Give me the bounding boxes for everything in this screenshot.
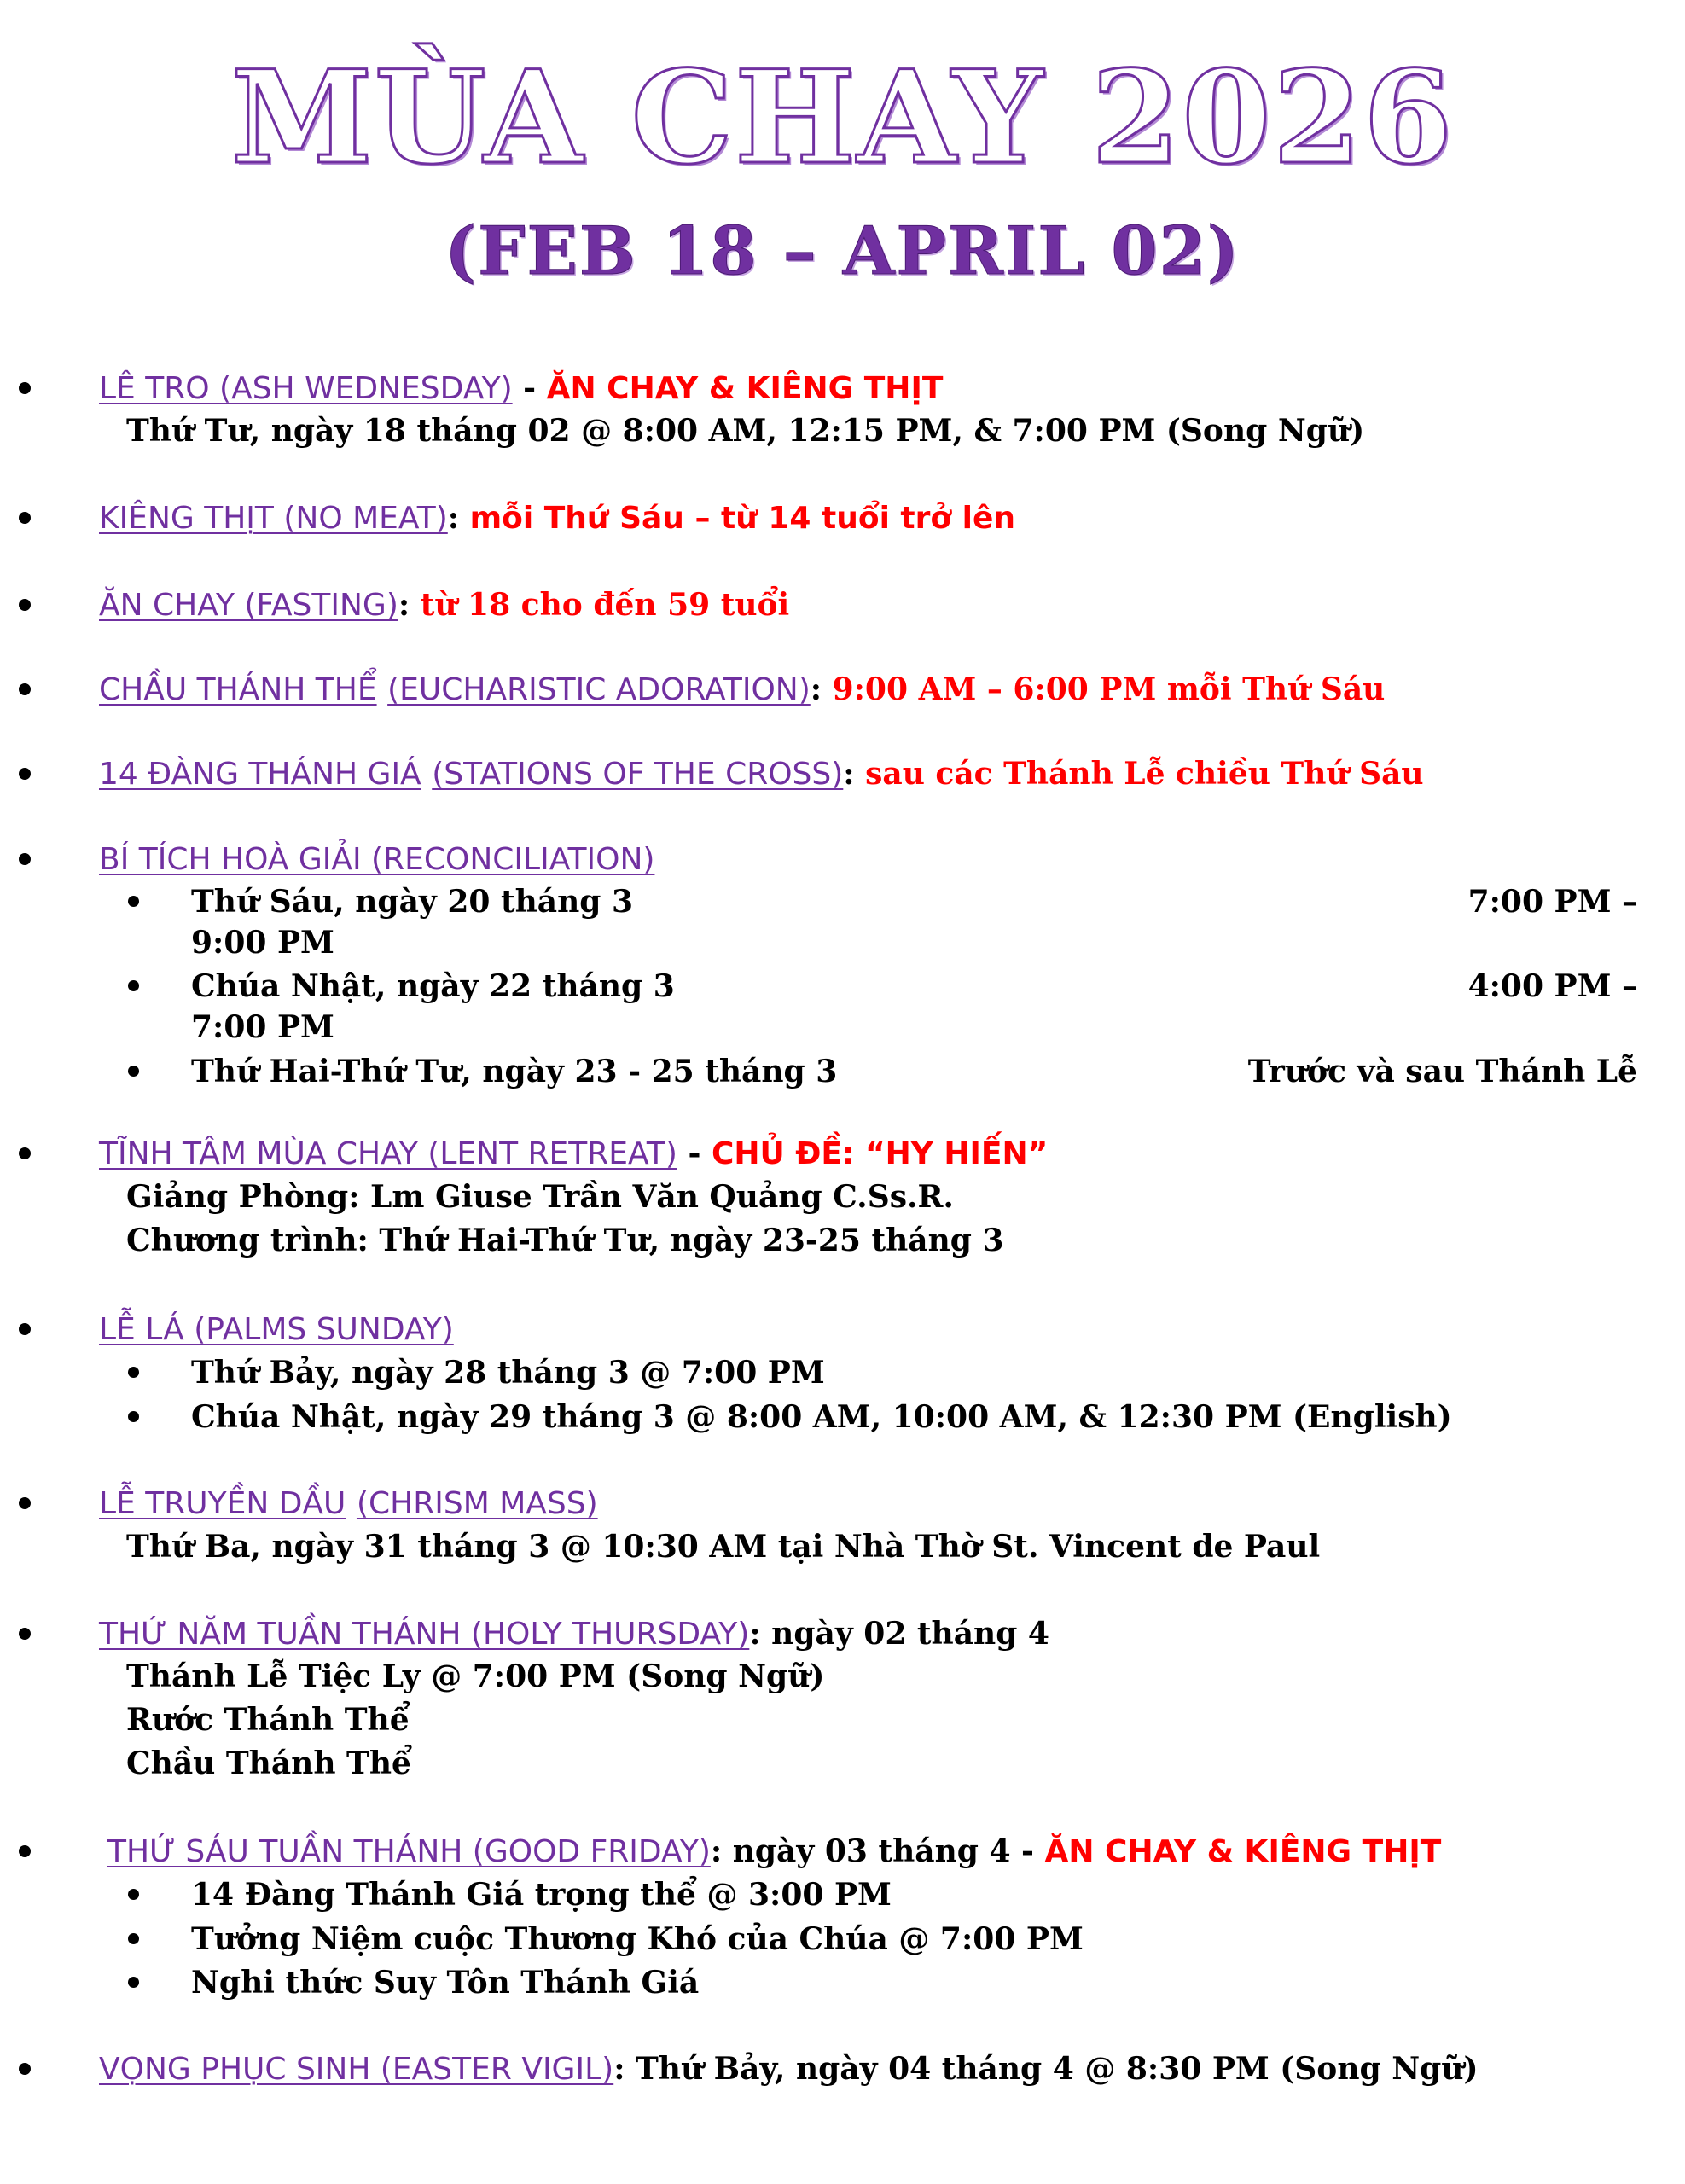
sub-bullet-icon (128, 896, 139, 907)
retreat-schedule: Chương trình: Thứ Hai-Thứ Tư, ngày 23-25 tháng 3 (126, 1223, 1004, 1258)
detail-chrism: Thứ Ba, ngày 31 tháng 3 @ 10:30 AM tại Nhà Thờ St. Vincent de Paul (126, 1529, 1321, 1565)
reconciliation-time-1a: 7:00 PM – (1467, 884, 1637, 920)
note-good-friday: ĂN CHAY & KIÊNG THỊT (1044, 1834, 1442, 1869)
bullet-icon (19, 1497, 31, 1509)
sub-bullet-icon (128, 980, 139, 991)
note-no-meat: mỗi Thứ Sáu – từ 14 tuổi trở lên (469, 501, 1016, 536)
note-easter-vigil: Thứ Bảy, ngày 04 tháng 4 @ 8:30 PM (Song Ngữ) (636, 2051, 1479, 2087)
reconciliation-date-2: Chúa Nhật, ngày 22 tháng 3 (191, 968, 675, 1004)
note-adoration: 9:00 AM – 6:00 PM mỗi Thứ Sáu (832, 671, 1386, 707)
note-good-friday-date: ngày 03 tháng 4 - (732, 1833, 1045, 1869)
separator: : (613, 2051, 636, 2087)
separator: : (398, 587, 421, 623)
heading-adoration-vi: CHẦU THÁNH THỂ (99, 672, 377, 707)
detail-ash-wednesday: Thứ Tư, ngày 18 tháng 02 @ 8:00 AM, 12:15 PM, & 7:00 PM (Song Ngữ) (126, 413, 1365, 449)
sub-bullet-icon (128, 1411, 139, 1422)
heading-fasting: ĂN CHAY (FASTING) (99, 588, 398, 623)
reconciliation-time-3: Trước và sau Thánh Lễ (1247, 1054, 1637, 1089)
heading-good-friday: THỨ SÁU TUẦN THÁNH (GOOD FRIDAY) (107, 1834, 711, 1869)
good-friday-entry-2: Tưởng Niệm cuộc Thương Khó của Chúa @ 7:00 PM (191, 1921, 1084, 1957)
sub-bullet-icon (128, 1933, 139, 1944)
separator: : (749, 1616, 772, 1652)
bullet-icon (19, 599, 31, 611)
sub-bullet-icon (128, 1977, 139, 1988)
bullet-icon (19, 382, 31, 394)
palms-entry-2: Chúa Nhật, ngày 29 tháng 3 @ 8:00 AM, 10:00 AM, & 12:30 PM (English) (191, 1399, 1452, 1435)
page-subtitle: (FEB 18 – APRIL 02) (444, 212, 1241, 290)
bullet-icon (19, 853, 31, 865)
reconciliation-date-3: Thứ Hai-Thứ Tư, ngày 23 - 25 tháng 3 (191, 1054, 838, 1089)
holy-thursday-detail-1: Thánh Lễ Tiệc Ly @ 7:00 PM (Song Ngữ) (126, 1658, 825, 1694)
note-holy-thursday: ngày 02 tháng 4 (771, 1616, 1049, 1652)
heading-palms: LỄ LÁ (PALMS SUNDAY) (99, 1312, 454, 1347)
item-easter-vigil (0, 2048, 1685, 2090)
note-retreat: CHỦ ĐỀ: “HY HIẾN” (711, 1136, 1049, 1171)
heading-holy-thursday: THỨ NĂM TUẦN THÁNH (HOLY THURSDAY) (99, 1617, 750, 1652)
bullet-icon (19, 2063, 31, 2075)
sub-bullet-icon (128, 1066, 139, 1077)
bullet-icon (19, 768, 31, 780)
note-ash-wednesday: ĂN CHAY & KIÊNG THỊT (546, 371, 944, 406)
separator: : (447, 500, 470, 536)
reconciliation-time-2b: 7:00 PM (191, 1009, 334, 1045)
retreat-preacher: Giảng Phòng: Lm Giuse Trần Văn Quảng C.Ss.R. (126, 1179, 954, 1215)
separator: : (810, 671, 833, 707)
note-fasting: từ 18 cho đến 59 tuổi (420, 587, 790, 623)
separator: : (843, 756, 866, 792)
item-stations (0, 752, 1685, 795)
item-chrism (0, 1482, 1685, 1525)
item-adoration (0, 668, 1685, 711)
note-stations: sau các Thánh Lễ chiều Thứ Sáu (865, 756, 1424, 792)
heading-stations-en: (STATIONS OF THE CROSS) (432, 757, 844, 792)
reconciliation-time-2a: 4:00 PM – (1467, 968, 1637, 1004)
separator: - (677, 1136, 712, 1171)
heading-chrism-vi: LỄ TRUYỀN DẦU (99, 1486, 346, 1521)
reconciliation-time-1b: 9:00 PM (191, 925, 334, 961)
heading-stations-vi: 14 ĐÀNG THÁNH GIÁ (99, 757, 421, 792)
item-ash-wednesday (0, 367, 1685, 410)
good-friday-entry-3: Nghi thức Suy Tôn Thánh Giá (191, 1965, 700, 2001)
bullet-icon (19, 1628, 31, 1640)
holy-thursday-detail-3: Chầu Thánh Thể (126, 1745, 411, 1781)
item-retreat (0, 1132, 1685, 1175)
heading-ash-wednesday: LÊ TRO (ASH WEDNESDAY) (99, 371, 513, 406)
separator: : (710, 1833, 733, 1869)
heading-no-meat: KIÊNG THỊT (NO MEAT) (99, 501, 448, 536)
item-holy-thursday (0, 1612, 1685, 1655)
reconciliation-date-1: Thứ Sáu, ngày 20 tháng 3 (191, 884, 634, 920)
item-no-meat (0, 497, 1685, 539)
item-fasting (0, 584, 1685, 626)
bullet-icon (19, 1323, 31, 1335)
palms-entry-1: Thứ Bảy, ngày 28 tháng 3 @ 7:00 PM (191, 1355, 825, 1391)
item-good-friday (0, 1830, 1685, 1873)
item-palms (0, 1308, 1685, 1350)
bullet-icon (19, 1147, 31, 1159)
heading-adoration-en: (EUCHARISTIC ADORATION) (387, 672, 811, 707)
page-title: MÙA CHAY 2026 (230, 43, 1455, 193)
heading-chrism-en: (CHRISM MASS) (356, 1486, 598, 1521)
sub-bullet-icon (128, 1889, 139, 1900)
bullet-icon (19, 512, 31, 524)
separator: - (512, 370, 547, 406)
heading-easter-vigil: VỌNG PHỤC SINH (EASTER VIGIL) (99, 2052, 614, 2087)
bullet-icon (19, 1845, 31, 1857)
heading-retreat: TĨNH TÂM MÙA CHAY (LENT RETREAT) (99, 1136, 677, 1171)
item-reconciliation (0, 838, 1685, 880)
holy-thursday-detail-2: Rước Thánh Thể (126, 1702, 410, 1738)
heading-reconciliation: BÍ TÍCH HOÀ GIẢI (RECONCILIATION) (99, 842, 655, 877)
sub-bullet-icon (128, 1367, 139, 1378)
good-friday-entry-1: 14 Đàng Thánh Giá trọng thể @ 3:00 PM (191, 1877, 892, 1913)
bullet-icon (19, 683, 31, 695)
